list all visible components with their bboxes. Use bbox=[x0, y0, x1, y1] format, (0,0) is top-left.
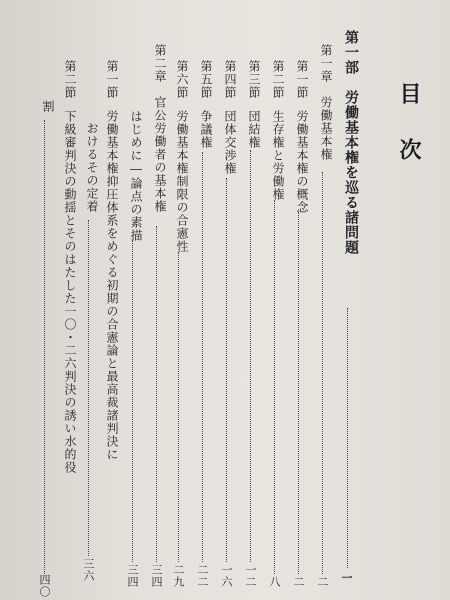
part-title: 労働基本権を巡る諸問題 bbox=[343, 90, 359, 255]
page-number: 三四 bbox=[126, 564, 139, 588]
dot-leader bbox=[322, 172, 323, 574]
toc-entry-continued[interactable] bbox=[80, 60, 98, 590]
dot-leader bbox=[298, 212, 299, 574]
entry-title: 官公労働者の基本権 bbox=[153, 96, 167, 213]
entry-label: 第四節 bbox=[223, 60, 237, 99]
dot-leader bbox=[226, 178, 227, 562]
dot-leader bbox=[274, 200, 275, 574]
toc-entry[interactable] bbox=[148, 44, 166, 590]
toc-entry[interactable] bbox=[170, 60, 188, 590]
page-number: 八 bbox=[268, 576, 281, 588]
entry-label: 第五節 bbox=[199, 60, 213, 99]
toc-entry[interactable] bbox=[100, 60, 118, 590]
dot-leader bbox=[202, 152, 203, 562]
dot-leader bbox=[156, 226, 157, 562]
toc-entry[interactable] bbox=[218, 60, 236, 590]
entry-label: 第二節 bbox=[271, 60, 285, 99]
entry-title: 生存権と労働権 bbox=[271, 110, 285, 201]
entry-title: 団体交渉権 bbox=[223, 110, 237, 175]
entry-title: はじめに―論点の素描 bbox=[129, 110, 143, 242]
dot-leader bbox=[132, 240, 133, 562]
toc-entry-continued[interactable] bbox=[36, 60, 55, 598]
page-number: 三四 bbox=[150, 564, 163, 588]
entry-title: 割 bbox=[41, 100, 55, 113]
entry-title: 下級審判決の動揺とそのはたした一〇・二六判決の誘い水的役 bbox=[63, 110, 77, 474]
entry-label: 第一章 bbox=[319, 44, 333, 83]
dot-leader bbox=[347, 308, 348, 568]
toc-entry[interactable] bbox=[314, 44, 332, 590]
entry-title: 労働基本権 bbox=[319, 96, 333, 161]
entry-label: 第二節 bbox=[63, 60, 77, 99]
toc-entry[interactable] bbox=[266, 60, 284, 590]
entry-title: 労働基本権抑圧体系をめぐる初期の合憲論と最高裁諸判決に bbox=[105, 110, 119, 461]
toc-entry[interactable] bbox=[290, 60, 308, 590]
dot-leader bbox=[250, 150, 251, 562]
dot-leader bbox=[88, 220, 89, 556]
toc-entry[interactable] bbox=[58, 60, 76, 590]
toc-entry[interactable] bbox=[242, 60, 260, 590]
page-number: 三六 bbox=[82, 558, 95, 582]
entry-title: 団結権 bbox=[247, 110, 261, 149]
page-number: 一六 bbox=[220, 564, 233, 588]
part-label: 第一部 bbox=[343, 30, 359, 75]
entry-title: 労働基本権の概念 bbox=[295, 110, 309, 214]
page-number: 二 bbox=[292, 576, 305, 588]
toc-entry[interactable] bbox=[194, 60, 212, 590]
entry-label: 第六節 bbox=[175, 60, 189, 99]
toc-part[interactable] bbox=[338, 30, 358, 590]
entry-title: 争議権 bbox=[199, 110, 213, 149]
page-number: 二九 bbox=[172, 564, 185, 588]
dot-leader bbox=[44, 120, 45, 574]
page-number: 四〇 bbox=[38, 574, 51, 598]
entry-label: 第三節 bbox=[247, 60, 261, 99]
entry-label: 第一節 bbox=[295, 60, 309, 99]
entry-label: 第二章 bbox=[153, 44, 167, 83]
entry-title: おけるその定着 bbox=[85, 122, 99, 213]
page-number: 一 bbox=[340, 572, 353, 584]
entry-title: 労働基本権制限の合憲性 bbox=[175, 110, 189, 253]
page-number: 二 bbox=[316, 576, 329, 588]
dot-leader bbox=[178, 252, 179, 562]
toc-entry[interactable] bbox=[124, 60, 142, 590]
page-number: 一二 bbox=[244, 564, 257, 588]
entry-label: 第一節 bbox=[105, 60, 119, 99]
page-number: 二二 bbox=[196, 564, 209, 588]
toc-heading: 目次 bbox=[396, 82, 422, 194]
